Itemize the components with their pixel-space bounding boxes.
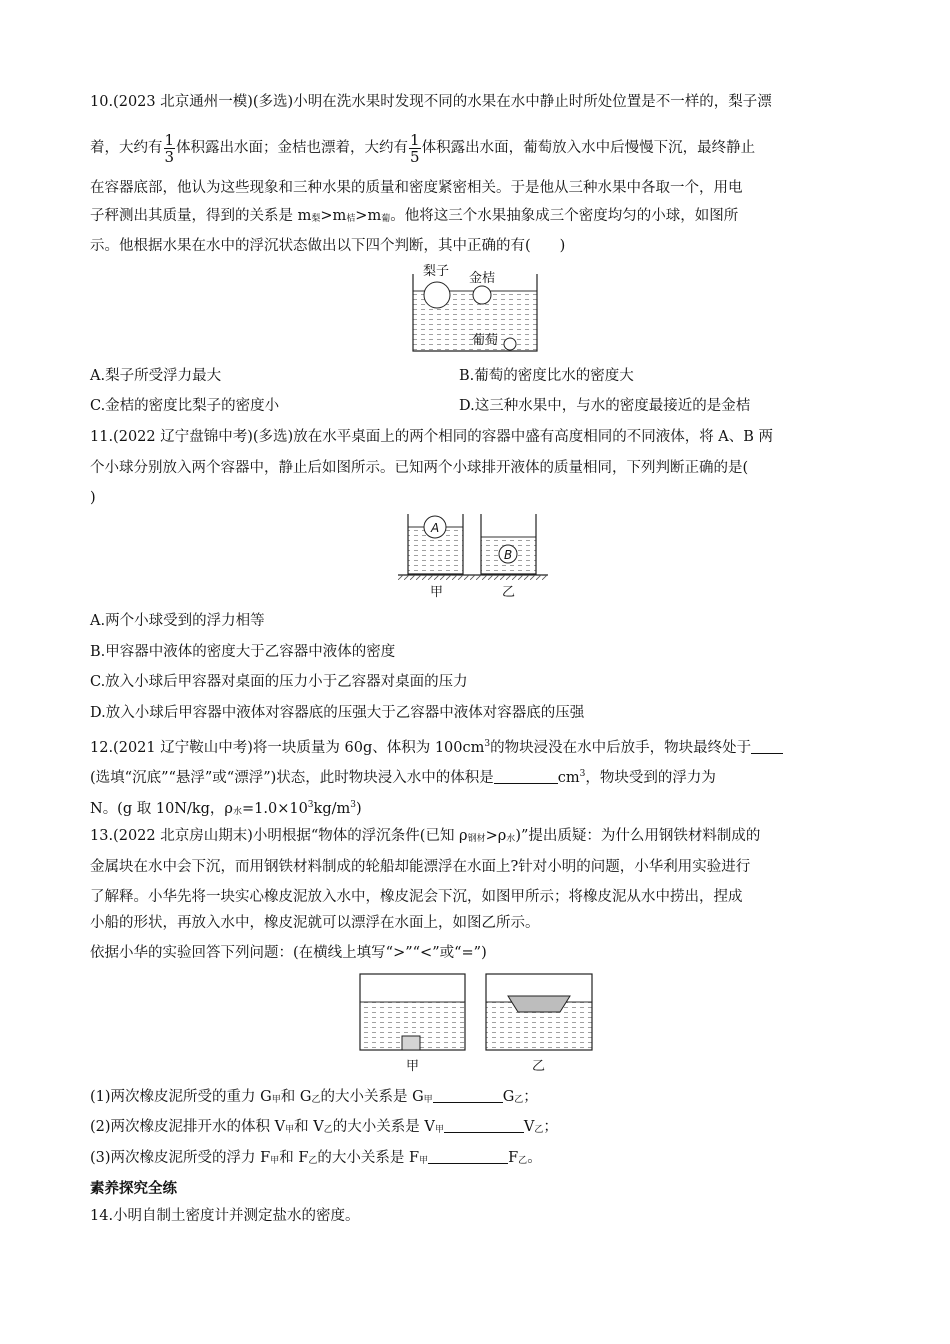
q10-fruit-figure — [405, 262, 545, 356]
q13-sub2-s1: 甲 — [285, 1125, 295, 1135]
subscript-shui: 水 — [232, 807, 242, 817]
q13-line1 — [90, 826, 860, 849]
q13-clay-figure — [356, 970, 596, 1078]
label-ball-b: B — [504, 548, 513, 562]
q10-line2-a: 着，大约有 — [90, 140, 163, 156]
label-jia-q13: 甲 — [406, 1059, 420, 1074]
q13-sub3-c: 的大小关系是 F — [317, 1150, 420, 1166]
q10-line2-b: 体积露出水面；金桔也漂着，大约有 — [176, 140, 409, 156]
q13-sub3-e: 。 — [527, 1150, 542, 1166]
q13-sub2-s3: 甲 — [434, 1125, 444, 1135]
q10-line4-d: 。他将这三个水果抽象成三个密度均匀的小球，如图所 — [390, 208, 739, 224]
q10-line4-b: >m — [320, 208, 347, 224]
q10-fraction-2 — [409, 132, 421, 165]
q11-option-d: D.放入小球后甲容器中液体对容器底的压强大于乙容器中液体对容器底的压强 — [90, 705, 585, 721]
q13-sub1-c: 的大小关系是 G — [320, 1089, 424, 1105]
q13-sub2-d: V — [523, 1119, 535, 1135]
kumquat-ball — [473, 286, 491, 304]
q10-line5: 示。他根据水果在水中的浮沉状态做出以下四个判断，其中正确的有( ) — [90, 238, 566, 254]
label-jinju: 金桔 — [469, 271, 496, 286]
fraction-2-denominator: 5 — [410, 147, 420, 166]
subscript-li: 梨 — [311, 214, 321, 224]
q12-line1 — [90, 734, 860, 758]
q13-sub2 — [90, 1117, 860, 1140]
clay-boat — [508, 996, 570, 1012]
subscript-shui: 水 — [506, 834, 516, 844]
superscript-3: 3 — [579, 769, 586, 779]
q12-blank-1[interactable] — [751, 739, 783, 754]
q14-line1: 14.小明自制土密度计并测定盐水的密度。 — [90, 1208, 360, 1224]
label-yi-q13: 乙 — [532, 1059, 546, 1074]
q13-sub1-a: (1)两次橡皮泥所受的重力 G — [90, 1089, 272, 1105]
q11-option-c: C.放入小球后甲容器对桌面的压力小于乙容器对桌面的压力 — [90, 674, 468, 690]
q12-line1-b: 的物块浸没在水中后放手，物块最终处于 — [490, 740, 752, 756]
q13-sub1-blank[interactable] — [433, 1088, 503, 1103]
q10-line3: 在容器底部，他认为这些现象和三种水果的质量和密度紧密相关。于是他从三种水果中各取一个，用电 — [90, 180, 743, 196]
fraction-2-numerator: 1 — [410, 130, 420, 149]
q13-sub1-s4: 乙 — [514, 1095, 524, 1105]
fraction-1-numerator: 1 — [164, 130, 175, 149]
q13-sub2-blank[interactable] — [444, 1118, 524, 1133]
q12-line3-c: kg/m — [313, 801, 351, 817]
q13-sub3-s2: 乙 — [308, 1156, 318, 1166]
superscript-3: 3 — [484, 739, 491, 749]
q13-sub1-s3: 甲 — [423, 1095, 433, 1105]
q13-sub3-s1: 甲 — [270, 1156, 280, 1166]
subscript-pu: 葡 — [381, 214, 391, 224]
q12-line2-a: (选填“沉底”“悬浮”或“漂浮”)状态，此时物块浸入水中的体积是 — [90, 770, 494, 786]
q13-sub3-b: 和 F — [279, 1150, 309, 1166]
q13-sub2-b: 和 V — [294, 1119, 324, 1135]
q13-sub1 — [90, 1087, 860, 1110]
q12-blank-2[interactable] — [494, 769, 558, 784]
superscript-3: 3 — [350, 800, 356, 810]
label-lizi: 梨子 — [423, 264, 450, 279]
q13-sub1-s1: 甲 — [271, 1095, 281, 1105]
q11-table-hatch — [398, 575, 548, 580]
label-yi-q11: 乙 — [502, 585, 516, 600]
q13-sub3-s3: 甲 — [419, 1156, 429, 1166]
q13-sub2-e: ； — [543, 1119, 558, 1135]
q10-line4-a: 子秤测出其质量，得到的关系是 m — [90, 208, 312, 224]
q13-sub2-a: (2)两次橡皮泥排开水的体积 V — [90, 1119, 286, 1135]
q13-line2: 金属块在水中会下沉，而用钢铁材料制成的轮船却能漂浮在水面上?针对小明的问题，小华利用实验进行 — [90, 859, 751, 875]
q12-line3 — [90, 795, 860, 822]
pear-ball — [424, 282, 450, 308]
q10-line1: 10.(2023 北京通州一模)(多选)小明在洗水果时发现不同的水果在水中静止时所处位置是不一样的，梨子漂 — [90, 94, 772, 110]
fraction-1-denominator: 3 — [164, 147, 175, 166]
subscript-gangcai: 钢材 — [467, 834, 486, 844]
q11-line1: 11.(2022 辽宁盘锦中考)(多选)放在水平桌面上的两个相同的容器中盛有高度相同的不同液体，将 A、B 两 — [90, 429, 774, 445]
clay-block — [402, 1036, 420, 1050]
q13-sub3-a: (3)两次橡皮泥所受的浮力 F — [90, 1150, 271, 1166]
q10-option-c: C.金桔的密度比梨子的密度小 — [90, 398, 280, 414]
q13-sub1-e: ； — [523, 1089, 538, 1105]
q13-sub3-d: F — [508, 1150, 519, 1166]
q10-fraction-1 — [164, 132, 176, 165]
q11-line3: ) — [90, 490, 96, 506]
q12-line2 — [90, 764, 860, 788]
q10-option-d: D.这三种水果中，与水的密度最接近的是金桔 — [459, 398, 751, 414]
q13-sub2-c: 的大小关系是 V — [332, 1119, 435, 1135]
q12-line2-b: cm — [557, 770, 580, 786]
q11-option-a: A.两个小球受到的浮力相等 — [90, 613, 265, 629]
label-jia-q11: 甲 — [430, 585, 444, 600]
q10-line2 — [90, 130, 860, 166]
q13-sub3-blank[interactable] — [428, 1149, 508, 1164]
grape-ball — [504, 338, 516, 350]
q13-sub3-s4: 乙 — [518, 1156, 528, 1166]
q10-line4-c: >m — [355, 208, 382, 224]
q13-line1-a: 13.(2022 北京房山期末)小明根据“物体的浮沉条件(已知 ρ — [90, 828, 468, 844]
q12-line3-a: N。(g 取 10N/kg，ρ — [90, 801, 233, 817]
q13-sub3 — [90, 1148, 860, 1171]
q10-option-a: A.梨子所受浮力最大 — [90, 368, 222, 384]
q13-sub1-d: G — [502, 1089, 515, 1105]
q12-line1-a: 12.(2021 辽宁鞍山中考)将一块质量为 60g、体积为 100cm — [90, 740, 485, 756]
q12-line2-c: ，物块受到的浮力为 — [585, 770, 716, 786]
q13-line3: 了解释。小华先将一块实心橡皮泥放入水中，橡皮泥会下沉，如图甲所示；将橡皮泥从水中捞出，捏成 — [90, 889, 743, 905]
q13-sub2-s2: 乙 — [323, 1125, 333, 1135]
q10-line4 — [90, 206, 860, 229]
q13-line1-b: >ρ — [485, 828, 507, 844]
subscript-jin: 桔 — [346, 214, 356, 224]
superscript-3: 3 — [307, 800, 314, 810]
q11-option-b: B.甲容器中液体的密度大于乙容器中液体的密度 — [90, 644, 396, 660]
label-ball-a: A — [431, 521, 440, 535]
label-putao: 葡萄 — [472, 333, 499, 348]
q13-line4: 小船的形状，再放入水中，橡皮泥就可以漂浮在水面上，如图乙所示。 — [90, 915, 540, 931]
section-title: 素养探究全练 — [90, 1180, 177, 1197]
q13-sub2-s4: 乙 — [534, 1125, 544, 1135]
q13-sub1-s2: 乙 — [311, 1095, 321, 1105]
q12-line3-b: =1.0×10 — [241, 801, 308, 817]
q12-line3-d: ) — [355, 801, 362, 817]
q11-containers-figure — [398, 508, 548, 600]
q13-line1-c: )”提出质疑：为什么用钢铁材料制成的 — [515, 828, 761, 844]
q10-option-b: B.葡萄的密度比水的密度大 — [459, 368, 634, 384]
q10-line2-c: 体积露出水面，葡萄放入水中后慢慢下沉，最终静止 — [421, 140, 756, 156]
q11-line2: 个小球分别放入两个容器中，静止后如图所示。已知两个小球排开液体的质量相同，下列判断正确的是( — [90, 460, 749, 476]
q13-sub1-b: 和 G — [280, 1089, 312, 1105]
q13-line5: 依据小华的实验回答下列问题：(在横线上填写“>”“<”或“=”) — [90, 945, 487, 961]
